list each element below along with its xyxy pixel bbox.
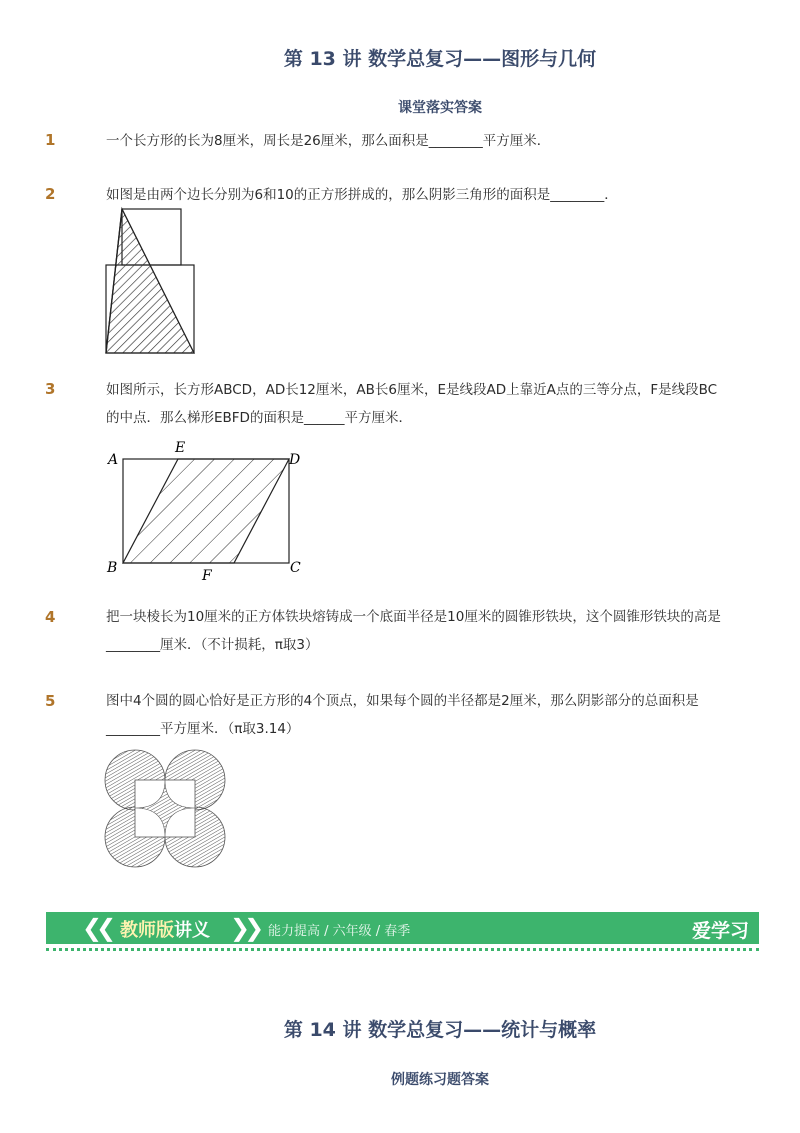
banner-lead-part2: 讲义	[174, 920, 210, 941]
banner-lead	[120, 916, 210, 942]
label-f: F	[202, 568, 212, 584]
question-number: 4	[45, 608, 56, 626]
section-subtitle: 课堂落实答案	[398, 100, 482, 116]
chevron-right-icon: ❯❯	[230, 914, 259, 942]
question-text: 把一块棱长为10厘米的正方体铁块熔铸成一个底面半径是10厘米的圆锥形铁块，这个圆锥形铁块的高是________厘米．（不计损耗，π取3）	[106, 609, 721, 653]
question-number: 2	[45, 185, 56, 203]
banner-meta: 能力提高 / 六年级 / 春季	[268, 924, 411, 939]
question-number: 3	[45, 380, 56, 398]
page-title: 第 13 讲 数学总复习——图形与几何	[283, 48, 597, 70]
question-text: 图中4个圆的圆心恰好是正方形的4个顶点，如果每个圆的半径都是2厘米，那么阴影部分的总面积是________平方厘米．（π取3.14）	[106, 693, 699, 737]
chevron-left-icon: ❮❮	[82, 914, 111, 942]
brand-logo: 爱学习	[691, 920, 749, 942]
footer-banner	[46, 912, 759, 944]
question-number: 1	[45, 131, 56, 149]
page-title-2: 第 14 讲 数学总复习——统计与概率	[283, 1019, 597, 1041]
label-e: E	[175, 440, 186, 456]
label-d: D	[289, 452, 301, 468]
banner-lead-part1: 教师版	[120, 920, 174, 941]
section-subtitle-2: 例题练习题答案	[391, 1072, 489, 1088]
question-text: 一个长方形的长为8厘米，周长是26厘米，那么面积是________平方厘米．	[106, 133, 551, 149]
divider	[46, 948, 759, 951]
question-number: 5	[45, 692, 56, 710]
label-c: C	[290, 560, 301, 576]
label-b: B	[107, 560, 118, 576]
question-text: 如图所示，长方形ABCD，AD长12厘米，AB长6厘米，E是线段AD上靠近A点的三等分点，F是线段BC的中点．那么梯形EBFD的面积是______平方厘米．	[106, 382, 718, 426]
label-a: A	[108, 452, 119, 468]
question-text: 如图是由两个边长分别为6和10的正方形拼成的，那么阴影三角形的面积是________．	[106, 187, 618, 203]
